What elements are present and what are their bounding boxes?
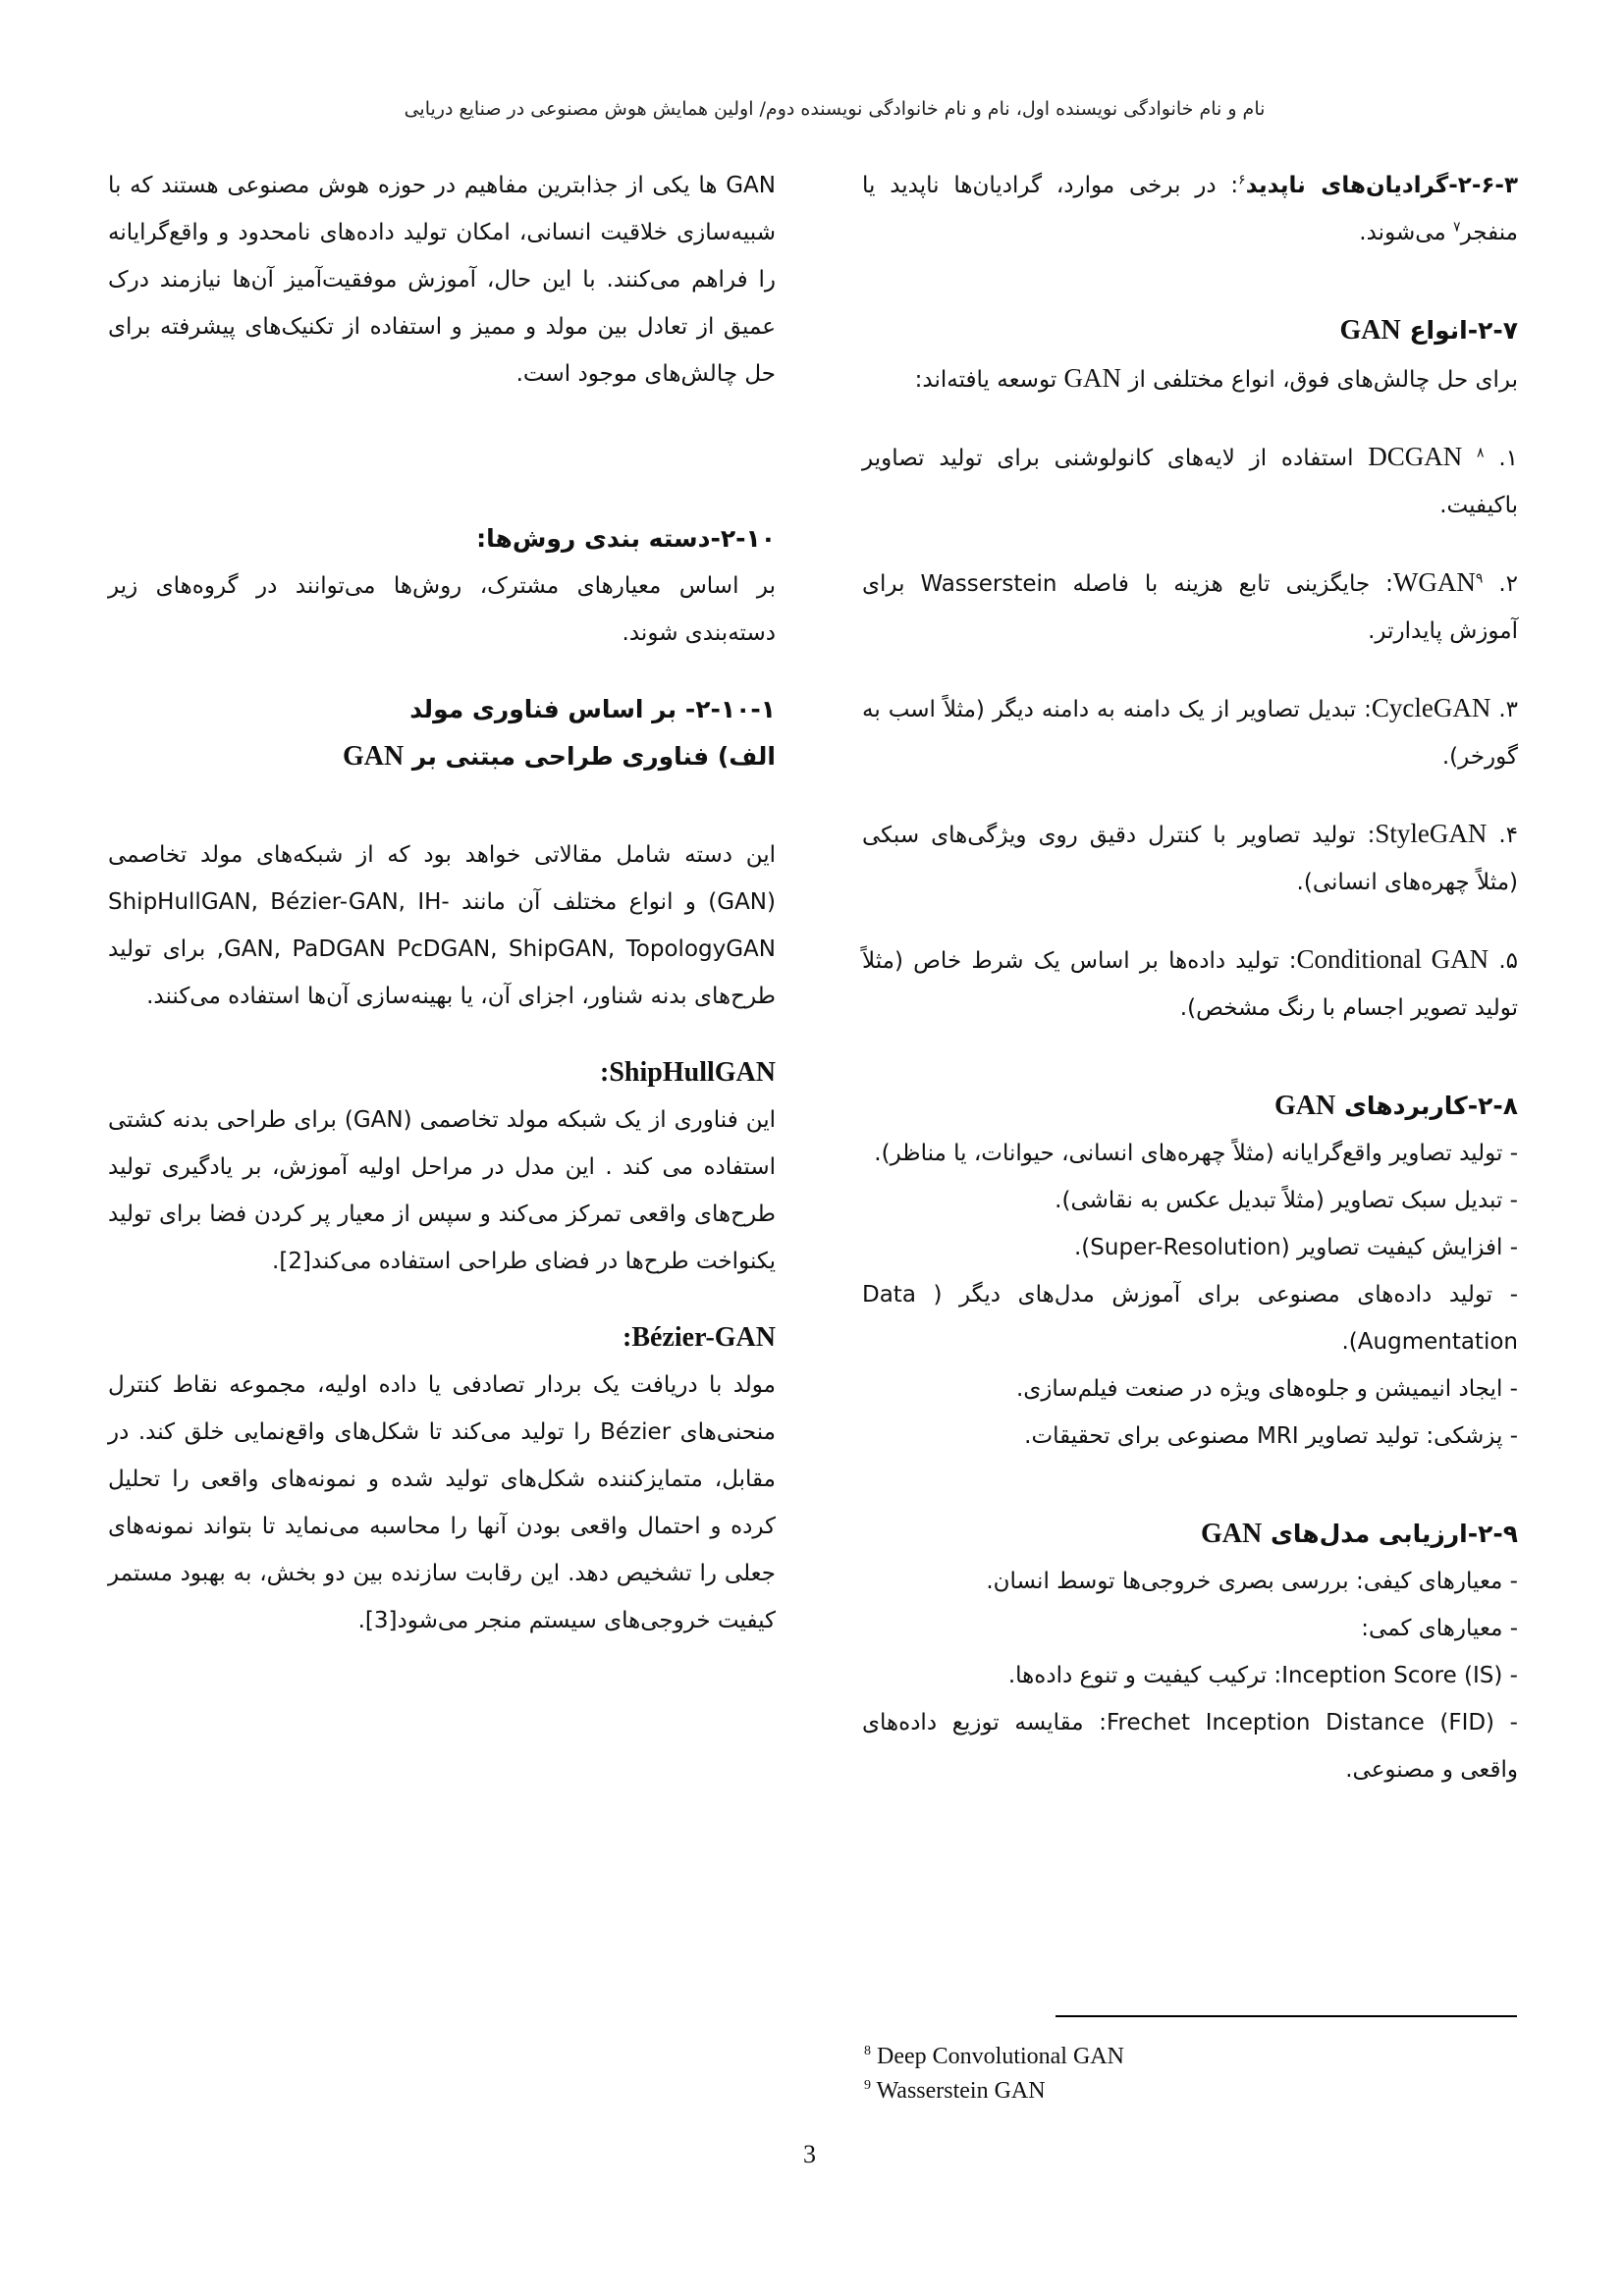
item-number: ۲. bbox=[1483, 571, 1519, 597]
footnote-mark: 8 bbox=[864, 2044, 871, 2058]
vanishing-gradients-heading: ۲-۶-۳-گرادیان‌های ناپدید bbox=[1245, 173, 1518, 198]
item-number: ۱. bbox=[1484, 446, 1519, 471]
page-number: 3 bbox=[803, 2140, 816, 2168]
conclusion-paragraph: GAN ها یکی از جذابترین مفاهیم در حوزه هوش مصنوعی هستند که با شبیه‌سازی خلاقیت انسانی، امکان تولید داده‌های نامحدود و واقع‌گرایانه را فراهم می‌کنند. با این حال، آموزش موفقیت‌آمیز آن‌ها نیازمند درک عمیق از تعادل بین مولد و ممیز و استفاده از تکنیک‌های پیشرفته برای حل چالش‌های موجود است. bbox=[108, 173, 776, 387]
footnote-separator bbox=[1056, 2015, 1517, 2017]
list-item: - تبدیل سبک تصاویر (مثلاً تبدیل عکس به نقاشی). bbox=[1055, 1188, 1518, 1213]
intro-a: برای حل چالش‌های فوق، انواع مختلفی از bbox=[1121, 367, 1518, 393]
gan-evaluation-heading bbox=[862, 1511, 1518, 1558]
beziergan-paragraph: مولد با دریافت یک بردار تصادفی یا داده اولیه، مجموعه نقاط کنترل منحنی‌های Bézier را تولید می‌کند تا شکل‌های واقع‌نمایی خلق کند. در مقابل، متمایزکننده شکل‌های تولید شده و نمونه‌های واقعی را تحلیل کرده و احتمال واقعی بودن آنها را محاسبه می‌نماید تا بتواند نمونه‌های جعلی را تشخیص دهد. این رقابت سازنده بین دو بخش، به بهبود مستمر کیفیت خروجی‌های سیستم منجر می‌شود[3]. bbox=[108, 1372, 776, 1633]
generator-tech-paragraph: این دسته شامل مقالاتی خواهد بود که از شبکه‌های مولد تخاصمی (GAN) و انواع مختلف آن مانند ShipHullGAN, Bézier-GAN, IH-GAN, PaDGAN PcDGAN, ShipGAN, TopologyGAN, برای تولید طرح‌های بدنه شناور، اجزای آن، یا بهینه‌سازی آن‌ها استفاده می‌کنند. bbox=[108, 842, 776, 1009]
list-item: - افزایش کیفیت تصاویر (Super-Resolution). bbox=[1074, 1235, 1518, 1260]
gan-type-item bbox=[862, 559, 1518, 655]
item-number: ۳. bbox=[1490, 697, 1519, 722]
list-item: - Frechet Inception Distance (FID): مقایسه توزیع داده‌های واقعی و مصنوعی. bbox=[862, 1710, 1518, 1783]
gan-types-intro bbox=[862, 354, 1518, 403]
subheading-latin: GAN bbox=[342, 741, 405, 772]
item-text: : تبدیل تصاویر از یک دامنه به دامنه دیگر (مثلاً اسب به گورخر). bbox=[862, 697, 1518, 770]
footnote-ref-9[interactable]: ۹ bbox=[1475, 570, 1484, 587]
running-header: نام و نام خانوادگی نویسنده اول، نام و نام خانوادگی نویسنده دوم/ اولین همایش هوش مصنوعی در صنایع دریایی bbox=[404, 98, 1266, 120]
gan-type-item bbox=[862, 684, 1518, 780]
footnote-mark: 9 bbox=[864, 2078, 871, 2093]
gan-types-heading-latin: GAN bbox=[1339, 315, 1401, 346]
gan-types-heading bbox=[862, 307, 1518, 354]
vanishing-gradients-paragraph bbox=[862, 162, 1518, 256]
list-item: - تولید داده‌های مصنوعی برای آموزش مدل‌های دیگر ( Data Augmentation). bbox=[862, 1282, 1518, 1355]
beziergan-heading: Bézier-GAN: bbox=[623, 1322, 776, 1353]
list-item: - تولید تصاویر واقع‌گرایانه (مثلاً چهره‌های انسانی، حیوانات، یا مناظر). bbox=[874, 1141, 1518, 1166]
item-text: : جایگزینی تابع هزینه با فاصله Wasserstein برای آموزش پایدارتر. bbox=[862, 571, 1518, 644]
shiphullgan-heading: ShipHullGAN: bbox=[600, 1057, 776, 1088]
intro-b: توسعه یافته‌اند: bbox=[914, 367, 1064, 393]
item-name: WGAN bbox=[1392, 567, 1476, 597]
item-text: استفاده از لایه‌های کانولوشنی برای تولید تصاویر باکیفیت. bbox=[862, 446, 1518, 518]
item-number: ۵. bbox=[1489, 948, 1518, 974]
footnote-9 bbox=[864, 2071, 1124, 2106]
list-item: - معیارهای کمی: bbox=[1361, 1616, 1518, 1641]
list-item: - معیارهای کیفی: بررسی بصری خروجی‌ها توسط انسان. bbox=[986, 1569, 1518, 1594]
item-name: Conditional GAN bbox=[1296, 944, 1489, 974]
vanishing-text-a: : در برخی موارد، گرادیان‌ها ناپدید یا منفجر bbox=[862, 173, 1518, 245]
gan-applications-heading bbox=[862, 1083, 1518, 1130]
vanishing-text-b: می‌شوند. bbox=[1359, 220, 1454, 245]
gan-type-item bbox=[862, 810, 1518, 906]
footnote-ref-6[interactable]: ۶ bbox=[1238, 172, 1246, 188]
item-name: DCGAN bbox=[1368, 442, 1463, 471]
list-item: - Inception Score (IS): ترکیب کیفیت و تنوع داده‌ها. bbox=[1007, 1663, 1518, 1688]
item-name: CycleGAN bbox=[1371, 693, 1491, 722]
item-text: : تولید داده‌ها بر اساس یک شرط خاص (مثلاً تولید تصویر اجسام با رنگ مشخص). bbox=[862, 948, 1518, 1021]
gan-type-item bbox=[862, 935, 1518, 1032]
evaluation-list bbox=[862, 1558, 1518, 1793]
intro-latin: GAN bbox=[1063, 363, 1122, 393]
gan-types-heading-text: ۲-۷-انواع bbox=[1400, 316, 1518, 345]
footnote-8 bbox=[864, 2037, 1124, 2071]
list-item: - پزشکی: تولید تصاویر MRI مصنوعی برای تحقیقات. bbox=[1024, 1423, 1518, 1449]
classification-text: بر اساس معیارهای مشترک، روش‌ها می‌توانند در گروه‌های زیر دسته‌بندی شوند. bbox=[108, 573, 776, 646]
footnote-ref-7[interactable]: ۷ bbox=[1453, 219, 1461, 236]
shiphullgan-paragraph: این فناوری از یک شبکه مولد تخاصمی (GAN) برای طراحی بدنه کشتی استفاده می کند . این مدل در مراحل اولیه آموزش، بر یادگیری تولید طرح‌های واقعی تمرکز می‌کند و سپس از معیار پر کردن فضا برای تولید یکنواخت طرح‌ها در فضای طراحی استفاده می‌کند[2]. bbox=[108, 1107, 776, 1274]
applications-list bbox=[862, 1130, 1518, 1460]
left-column bbox=[108, 162, 776, 1644]
generator-tech-heading: ۲-۱۰-۱- بر اساس فناوری مولد bbox=[409, 695, 776, 723]
evaluation-heading-text: ۲-۹-ارزیابی مدل‌های bbox=[1262, 1520, 1518, 1548]
footnote-text: Deep Convolutional GAN bbox=[871, 2044, 1124, 2069]
footnote-ref-8[interactable]: ۸ bbox=[1477, 445, 1485, 461]
gan-type-item bbox=[862, 433, 1518, 529]
subheading-text: الف) فناوری طراحی مبتنی بر bbox=[404, 742, 776, 771]
evaluation-heading-latin: GAN bbox=[1201, 1519, 1263, 1549]
right-column bbox=[862, 162, 1518, 1793]
item-number: ۴. bbox=[1487, 823, 1518, 848]
item-text: : تولید تصاویر با کنترل دقیق روی ویژگی‌های سبکی (مثلاً چهره‌های انسانی). bbox=[862, 823, 1518, 895]
classification-heading: ۲-۱۰-دسته بندی روش‌ها: bbox=[476, 524, 776, 553]
footnote-text: Wasserstein GAN bbox=[871, 2078, 1046, 2104]
applications-heading-latin: GAN bbox=[1274, 1091, 1336, 1121]
list-item: - ایجاد انیمیشن و جلوه‌های ویژه در صنعت فیلم‌سازی. bbox=[1016, 1376, 1518, 1402]
applications-heading-text: ۲-۸-کاربردهای bbox=[1335, 1092, 1518, 1120]
item-name: StyleGAN bbox=[1375, 819, 1488, 848]
gan-design-subheading bbox=[108, 733, 776, 780]
footnotes bbox=[864, 2037, 1124, 2106]
